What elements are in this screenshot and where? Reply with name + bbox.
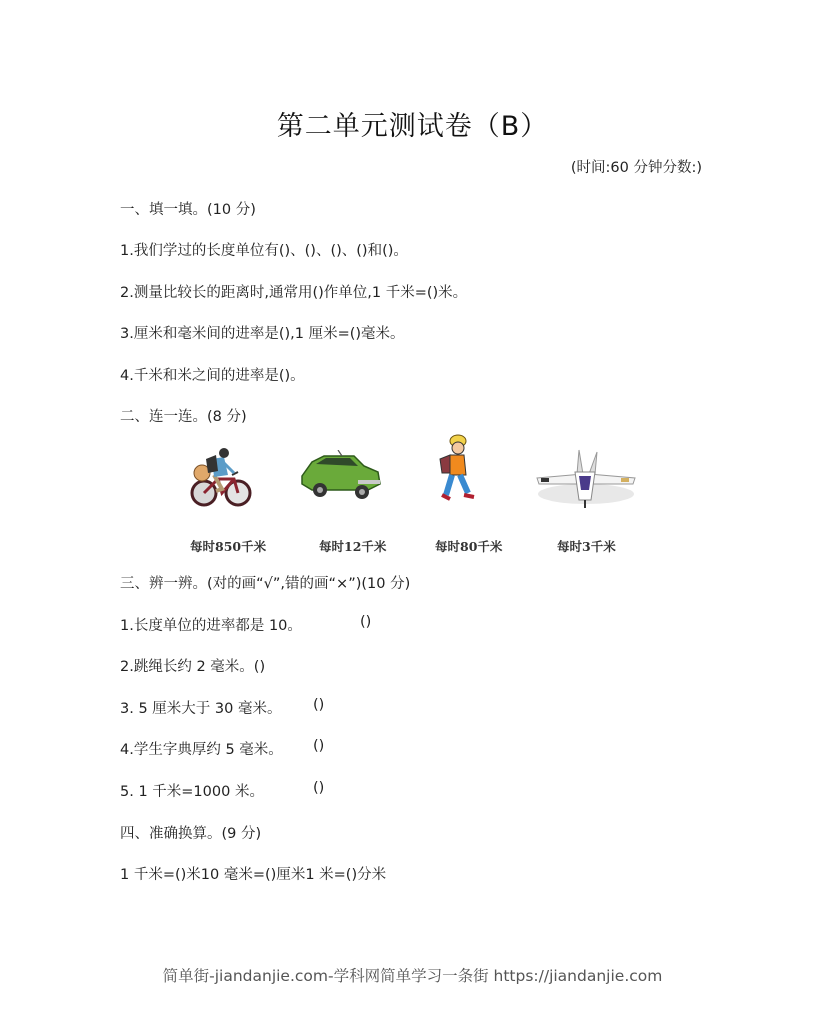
fighter-jet-icon[interactable] <box>533 448 639 514</box>
judge-question-5 <box>120 780 264 801</box>
conversion-line: 1 千米=()米10 毫米=()厘米1 米=()分米 <box>120 867 387 883</box>
footer-watermark: 简单街-jiandanjie.com-学科网简单学习一条街 https://jiandanjie.com <box>162 967 663 985</box>
cyclist-icon[interactable] <box>188 445 254 507</box>
judge-question-4 <box>120 738 283 759</box>
answer-blank-2[interactable]: () <box>253 659 266 675</box>
exam-meta: (时间:60 分钟分数:) <box>570 160 702 176</box>
question-text: 2.跳绳长约 2 毫米。 <box>120 659 254 675</box>
section-2-heading: 二、连一连。(8 分) <box>120 409 247 425</box>
question-text: 4.学生字典厚约 5 毫米。 <box>120 742 283 758</box>
judge-question-3 <box>120 697 281 718</box>
answer-blank-3[interactable]: () <box>313 697 325 713</box>
speed-label-2[interactable]: 每时12千米 <box>319 539 387 554</box>
question-1-4: 4.千米和米之间的进率是()。 <box>120 368 305 384</box>
answer-blank-4[interactable]: () <box>313 738 325 754</box>
car-icon[interactable] <box>298 450 384 502</box>
page-title: 第二单元测试卷（B） <box>276 111 549 142</box>
question-text: 1.长度单位的进率都是 10。 <box>120 618 302 634</box>
question-text: 3. 5 厘米大于 30 毫米。 <box>120 701 282 717</box>
speed-label-4[interactable]: 每时3千米 <box>557 539 616 554</box>
question-1-3: 3.厘米和毫米间的进率是(),1 厘米=()毫米。 <box>120 326 405 342</box>
section-3-heading: 三、辨一辨。(对的画“√”,错的画“×”)(10 分) <box>120 576 411 592</box>
answer-blank-1[interactable]: () <box>360 614 372 630</box>
question-1-2: 2.测量比较长的距离时,通常用()作单位,1 千米=()米。 <box>120 285 468 301</box>
section-4-heading: 四、准确换算。(9 分) <box>120 826 262 842</box>
question-text: 5. 1 千米=1000 米。 <box>120 784 264 800</box>
judge-question-1 <box>120 614 302 635</box>
section-1-heading: 一、填一填。(10 分) <box>120 202 256 218</box>
question-1-1: 1.我们学过的长度单位有()、()、()、()和()。 <box>120 243 408 259</box>
speed-label-1[interactable]: 每时850千米 <box>190 539 267 554</box>
walking-student-icon[interactable] <box>434 433 480 508</box>
answer-blank-5[interactable]: () <box>313 780 325 796</box>
speed-label-3[interactable]: 每时80千米 <box>435 539 503 554</box>
judge-question-2 <box>120 655 265 676</box>
